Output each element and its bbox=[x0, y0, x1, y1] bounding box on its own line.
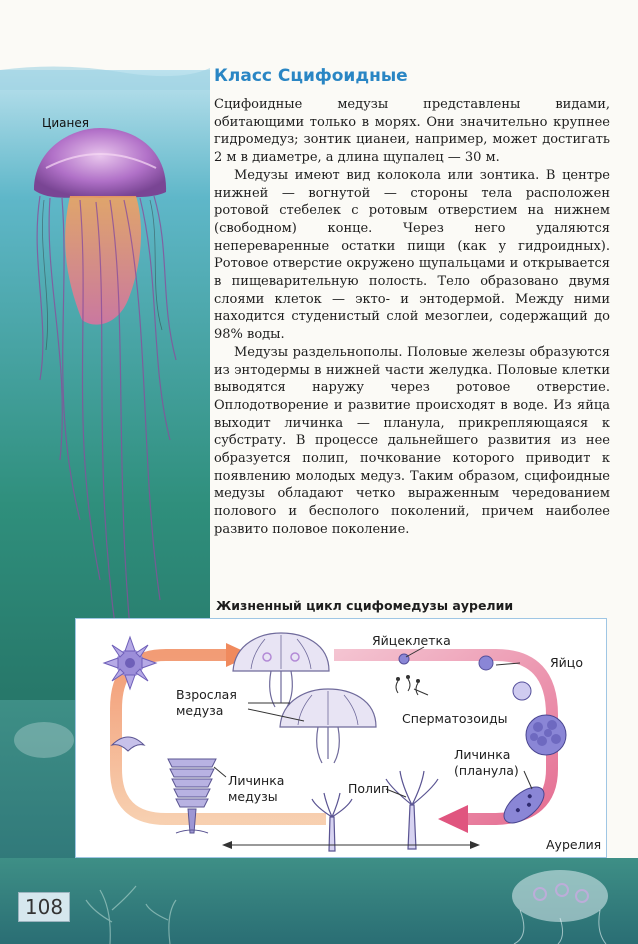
egg-cell-dot bbox=[399, 654, 409, 664]
sperm-icons bbox=[396, 679, 418, 695]
paragraph-1: Сцифоидные медузы представлены видами, обитающими только в морях. Они значительно крупнее гидромедуз; зонтик цианеи, например, может достигать 2 м в диаметре, а длина щупалец — 30 м. bbox=[214, 97, 610, 166]
egg-dot bbox=[479, 656, 493, 670]
ephyra-icon bbox=[104, 637, 156, 689]
arrow-head-pink bbox=[438, 805, 468, 833]
diagram-title: Жизненный цикл сцифомедузы аурелии bbox=[216, 598, 514, 613]
label-adult-line1: Взрослая bbox=[176, 687, 237, 702]
label-adult-line2: медуза bbox=[176, 703, 224, 718]
label-larva-line2: (планула) bbox=[454, 763, 519, 778]
label-aurelia: Аурелия bbox=[546, 837, 602, 852]
label-egg-cell: Яйцеклетка bbox=[372, 633, 451, 648]
label-jelly-larva-line1: Личинка bbox=[228, 773, 285, 788]
life-cycle-graphics bbox=[76, 619, 606, 857]
egg-fertilized-dot bbox=[513, 682, 531, 700]
paragraph-2: Медузы имеют вид колокола или зонтика. В центре нижней — вогнутой — стороны тела расположен ротовой стебелек с ротовым отверстием на нижнем (свободном) конце. Через него удаляются непереваренные остатки пищи (как у гидроидных). Ротовое отверстие окружено щупальцами и открывается в пищеварительную полость. Тело образовано двумя слоями клеток — экто- и энтодермой. Между ними находится студенистый слой мезоглеи, содержащий до 98% воды. bbox=[214, 167, 610, 343]
label-sperm: Сперматозоиды bbox=[402, 711, 508, 726]
paragraph-3: Медузы раздельнополы. Половые железы образуются из энтодермы в нижней части желудка. Половые клетки выводятся наружу через ротовое отверстие. Оплодотворение и развитие происходят в воде. Из яйца выходит личинка — планула, прикрепляющаяся к субстрату. В процессе дальнейшего развития из нее образуется полип, почкование которого приводит к появлению молодых медуз. Таким образом, сцифоидные медузы обладают четко выраженным чередованием полового и бесполого поколений, причем наиболее развито половое поколение. bbox=[214, 344, 610, 537]
label-polyp: Полип bbox=[348, 781, 390, 796]
label-larva-line1: Личинка bbox=[454, 747, 511, 762]
species-label-cyanea: Цианея bbox=[42, 116, 89, 130]
life-cycle-diagram bbox=[75, 618, 607, 858]
adult-medusa-icon-2 bbox=[280, 689, 376, 763]
page-number: 108 bbox=[18, 892, 70, 922]
section-title: Класс Сцифоидные bbox=[214, 66, 408, 86]
polyp-icon bbox=[386, 771, 438, 849]
label-jelly-larva-line2: медузы bbox=[228, 789, 278, 804]
morula-icon bbox=[526, 715, 566, 755]
label-egg: Яйцо bbox=[550, 655, 583, 670]
body-text bbox=[214, 96, 610, 539]
